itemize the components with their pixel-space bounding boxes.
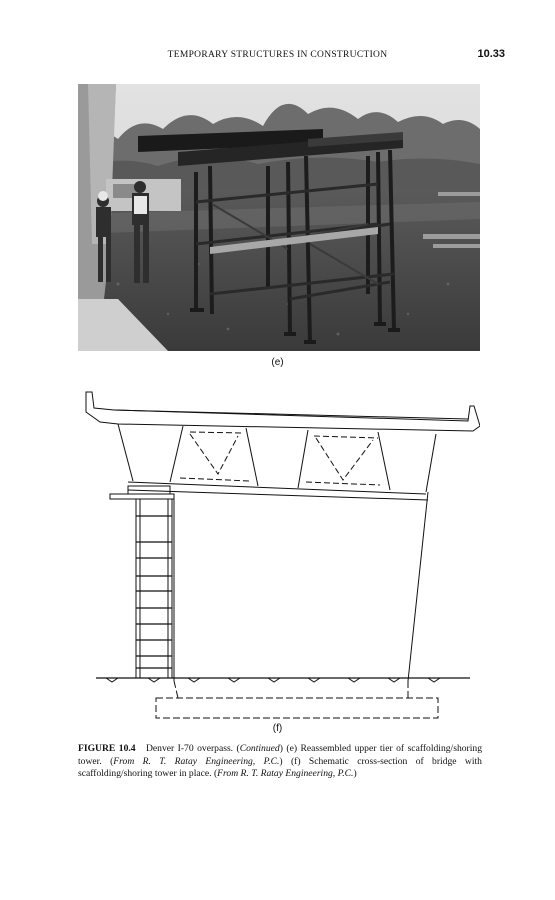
scaffolding-photo xyxy=(78,84,480,351)
subfigure-label-e: (e) xyxy=(271,357,284,368)
page-number: 10.33 xyxy=(477,48,505,60)
subfigure-label-f: (f) xyxy=(272,723,283,734)
figure-caption xyxy=(78,743,482,781)
caption-text-4: ) xyxy=(353,768,357,780)
running-header-title: TEMPORARY STRUCTURES IN CONSTRUCTION xyxy=(167,50,388,60)
figure-number: FIGURE 10.4 xyxy=(78,743,136,754)
caption-text-1: Denver I-70 overpass. ( xyxy=(145,743,240,754)
caption-text-3: ) (f) Schematic cross-section of bridge with scaffolding/shoring tower in place. ( xyxy=(78,755,482,780)
caption-text-2: ) (e) Reassembled upper tier of scaffolding/shoring tower. ( xyxy=(78,743,483,767)
bridge-cross-section-drawing xyxy=(78,386,480,726)
caption-credit-1: From R. T. Ratay Engineering, P.C. xyxy=(113,755,280,767)
caption-credit-2: From R. T. Ratay Engineering, P.C. xyxy=(217,768,354,780)
caption-continued: Continued xyxy=(239,743,280,754)
